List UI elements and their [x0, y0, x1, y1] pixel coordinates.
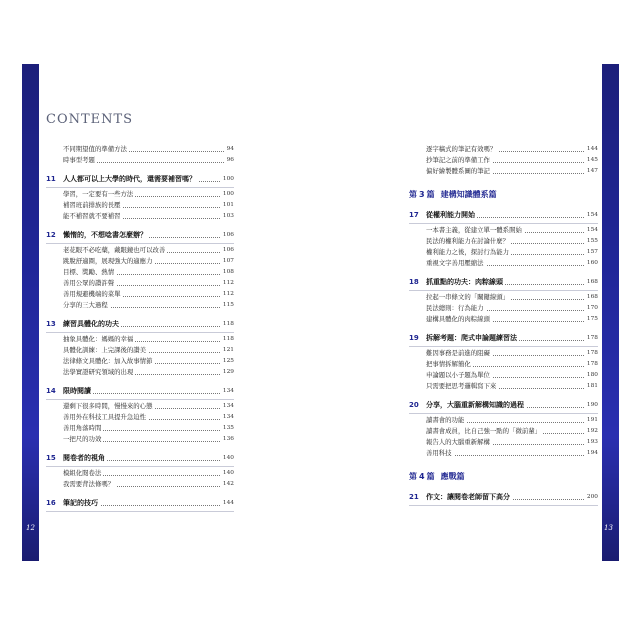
chapter-heading[interactable] — [409, 276, 598, 289]
toc-entry-page: 155 — [585, 236, 598, 247]
chapter-title: 分享，大腦重新解構知識的過程 — [426, 399, 526, 412]
toc-entry[interactable] — [46, 401, 234, 412]
chapter-heading[interactable] — [409, 491, 598, 504]
part-unit: 篇 — [426, 472, 435, 481]
toc-entry-title: 重視文字善用壓縮法 — [426, 259, 484, 267]
toc-entry[interactable] — [46, 412, 234, 423]
toc-entry[interactable] — [46, 278, 234, 289]
toc-entry[interactable] — [409, 144, 598, 155]
toc-entry[interactable] — [46, 211, 234, 222]
chapter-number: 14 — [46, 387, 56, 395]
toc-entry[interactable] — [46, 434, 234, 445]
toc-entry[interactable] — [409, 303, 598, 314]
toc-entry[interactable] — [409, 437, 598, 448]
toc-entry-title: 具體化訓練：上完課後的讚美 — [63, 346, 147, 354]
toc-entry-page: 178 — [585, 348, 598, 359]
chapter-number: 15 — [46, 454, 56, 462]
toc-entry-title: 我需要背法條嗎？ — [63, 480, 115, 488]
contents-title: CONTENTS — [46, 112, 134, 127]
toc-entry-title: 善用科技 — [426, 449, 452, 457]
toc-entry-title: 目標、獎勵、熱情 — [63, 268, 115, 276]
toc-entry[interactable] — [46, 423, 234, 434]
chapter-title: 閱卷者的視角 — [63, 452, 107, 465]
toc-entry-title: 讀書會的功能 — [426, 416, 465, 424]
toc-entry-page: 192 — [585, 426, 598, 437]
chapter-heading[interactable] — [46, 497, 234, 510]
toc-entry-title: 學習，一定要有一些方法 — [63, 190, 134, 198]
toc-entry-page: 136 — [221, 434, 234, 445]
part-heading — [409, 187, 598, 202]
toc-entry-page: 135 — [221, 423, 234, 434]
chapter-page: 168 — [585, 276, 598, 289]
toc-entry-title: 跳脫舒適圈，展現強大的適應力 — [63, 257, 153, 265]
toc-entry[interactable] — [46, 345, 234, 356]
toc-entry[interactable] — [409, 415, 598, 426]
toc-entry[interactable] — [46, 267, 234, 278]
toc-entry-page: 108 — [221, 267, 234, 278]
toc-entry-page: 101 — [221, 200, 234, 211]
toc-entry-page: 129 — [221, 367, 234, 378]
toc-entry[interactable] — [409, 225, 598, 236]
toc-entry-page: 115 — [221, 300, 234, 311]
right-page-number: 13 — [604, 524, 613, 532]
toc-entry-page: 180 — [585, 370, 598, 381]
chapter-number: 17 — [409, 211, 419, 219]
toc-entry[interactable] — [409, 448, 598, 459]
toc-entry-title: 分享的三大過程 — [63, 301, 108, 309]
toc-entry-title: 能不補習就不要補習 — [63, 212, 121, 220]
toc-entry[interactable] — [409, 359, 598, 370]
toc-entry-title: 偏好繪製體系圖的筆記 — [426, 167, 490, 175]
toc-entry-title: 拉起一串條文的「關鍵線頭」 — [426, 293, 510, 301]
toc-entry-page: 178 — [585, 359, 598, 370]
chapter-title: 人人都可以上大學的時代，還需要補習嗎？ — [63, 173, 198, 186]
toc-entry-page: 157 — [585, 247, 598, 258]
toc-entry[interactable] — [46, 367, 234, 378]
part-unit: 篇 — [426, 190, 435, 199]
chapter-title: 懶惰的，不想唸書怎麼辦？ — [63, 229, 149, 242]
toc-entry-title: 一本書主義，從建立單一體系開始 — [426, 226, 522, 234]
chapter-title: 練習具體化的功夫 — [63, 318, 121, 331]
chapter-number: 13 — [46, 320, 56, 328]
toc-entry-title: 逐字稿式的筆記有效嗎？ — [426, 145, 497, 153]
part-label: 第 — [409, 472, 417, 481]
toc-entry[interactable] — [409, 166, 598, 177]
toc-entry-page: 134 — [221, 401, 234, 412]
toc-entry-page: 145 — [585, 155, 598, 166]
toc-entry-page: 168 — [585, 292, 598, 303]
toc-entry[interactable] — [409, 426, 598, 437]
toc-entry-title: 把事情拆解簡化 — [426, 360, 471, 368]
toc-entry-title: 建構具體化的肉粽線頭 — [426, 315, 490, 323]
toc-entry[interactable] — [46, 144, 234, 155]
chapter-page: 200 — [585, 491, 598, 504]
chapter-title: 拆解考題：爬式申論題練習法 — [426, 332, 519, 345]
toc-entry-title: 善用角落時間 — [63, 424, 102, 432]
chapter-heading[interactable] — [46, 385, 234, 398]
toc-entry-title: 申論題以小子題為單位 — [426, 371, 490, 379]
chapter-page: 134 — [221, 385, 234, 398]
toc-entry-page: 106 — [221, 245, 234, 256]
toc-entry[interactable] — [409, 348, 598, 359]
chapter-number: 18 — [409, 278, 419, 286]
chapter-page: 190 — [585, 399, 598, 412]
toc-entry[interactable] — [46, 155, 234, 166]
chapter-number: 12 — [46, 231, 56, 239]
toc-entry[interactable] — [46, 256, 234, 267]
toc-entry[interactable] — [409, 247, 598, 258]
toc-entry-title: 法律條文具體化：加入故事情節 — [63, 357, 153, 365]
toc-entry-page: 112 — [221, 278, 234, 289]
chapter-page: 154 — [585, 209, 598, 222]
toc-entry-page: 170 — [585, 303, 598, 314]
chapter-page: 144 — [221, 497, 234, 510]
toc-left-column — [46, 144, 234, 513]
toc-entry[interactable] — [409, 155, 598, 166]
toc-entry-title: 報告人的大腦重新解構 — [426, 438, 490, 446]
chapter-heading[interactable] — [46, 229, 234, 242]
chapter-page: 178 — [585, 332, 598, 345]
chapter-heading[interactable] — [46, 173, 234, 186]
toc-entry[interactable] — [409, 236, 598, 247]
toc-entry-title: 法學實證研究領域的出現 — [63, 368, 134, 376]
toc-entry-title: 善用規避機端的菜單 — [63, 290, 121, 298]
part-label: 第 — [409, 190, 417, 199]
toc-entry-page: 154 — [585, 225, 598, 236]
toc-entry-title: 模組化閱卷法 — [63, 469, 102, 477]
part-title: 應戰篇 — [440, 472, 465, 481]
toc-entry-page: 96 — [225, 155, 234, 166]
toc-entry[interactable] — [409, 370, 598, 381]
toc-entry-page: 100 — [221, 189, 234, 200]
toc-entry[interactable] — [46, 300, 234, 311]
toc-entry-page: 103 — [221, 211, 234, 222]
toc-entry[interactable] — [46, 479, 234, 490]
toc-entry[interactable] — [46, 468, 234, 479]
toc-entry-title: 民法總則：行為能力 — [426, 304, 484, 312]
chapter-title: 限時閱讀 — [63, 385, 93, 398]
toc-entry-page: 118 — [221, 334, 234, 345]
toc-entry-page: 125 — [221, 356, 234, 367]
chapter-number: 16 — [46, 499, 56, 507]
toc-entry-page: 140 — [221, 468, 234, 479]
toc-entry-title: 補習班前排族的長壓 — [63, 201, 121, 209]
chapter-heading[interactable] — [46, 318, 234, 331]
part-heading — [409, 469, 598, 484]
part-title: 建構知識體系篇 — [440, 190, 497, 199]
toc-entry-title: 不同期望值的準備方法 — [63, 145, 127, 153]
toc-entry[interactable] — [409, 314, 598, 325]
toc-entry[interactable] — [46, 245, 234, 256]
chapter-title: 抓重點的功夫：肉粽線頭 — [426, 276, 505, 289]
toc-entry[interactable] — [409, 381, 598, 392]
chapter-title: 作文：讓閱卷老師留下高分 — [426, 491, 512, 504]
chapter-page: 118 — [221, 318, 234, 331]
chapter-page: 106 — [221, 229, 234, 242]
chapter-number: 11 — [46, 175, 56, 183]
toc-entry-title: 抽象具體化：媽媽的幸福 — [63, 335, 134, 343]
toc-entry-page: 194 — [585, 448, 598, 459]
toc-entry-title: 民法的權利能力在討論什麼？ — [426, 237, 510, 245]
toc-entry[interactable] — [46, 356, 234, 367]
toc-entry-title: 老花眼不必吃藥，戴眼鏡也可以改善 — [63, 246, 166, 254]
toc-entry-page: 142 — [221, 479, 234, 490]
part-number: 4 — [419, 472, 425, 481]
toc-entry[interactable] — [46, 334, 234, 345]
chapter-title: 筆記的技巧 — [63, 497, 100, 510]
toc-entry-title: 難因事務是前進的阻礙 — [426, 349, 490, 357]
toc-entry-page: 193 — [585, 437, 598, 448]
toc-entry-title: 一把尺的功效 — [63, 435, 102, 443]
chapter-heading[interactable] — [46, 452, 234, 465]
left-margin-band — [22, 64, 39, 561]
toc-entry-page: 191 — [585, 415, 598, 426]
chapter-heading[interactable] — [409, 332, 598, 345]
toc-entry-title: 善用公眾的讚許聲 — [63, 279, 115, 287]
toc-entry-title: 時事型考題 — [63, 156, 95, 164]
toc-entry-page: 134 — [221, 412, 234, 423]
chapter-number: 19 — [409, 334, 419, 342]
toc-entry-title: 權利能力之後，探討行為能力 — [426, 248, 510, 256]
toc-entry-page: 147 — [585, 166, 598, 177]
left-page-number: 12 — [26, 524, 35, 532]
chapter-heading[interactable] — [409, 209, 598, 222]
part-number: 3 — [419, 190, 425, 199]
toc-entry-page: 144 — [585, 144, 598, 155]
toc-right-column — [409, 144, 598, 507]
toc-entry-page: 175 — [585, 314, 598, 325]
toc-entry[interactable] — [409, 258, 598, 269]
toc-entry-page: 121 — [221, 345, 234, 356]
toc-entry[interactable] — [46, 189, 234, 200]
chapter-heading[interactable] — [409, 399, 598, 412]
toc-entry-title: 還剩下很多時間，慢慢來的心態 — [63, 402, 153, 410]
toc-entry[interactable] — [409, 292, 598, 303]
chapter-page: 100 — [221, 173, 234, 186]
chapter-number: 21 — [409, 493, 419, 501]
toc-entry-page: 94 — [225, 144, 234, 155]
toc-entry[interactable] — [46, 289, 234, 300]
chapter-title: 從權利能力開始 — [426, 209, 477, 222]
toc-entry-title: 只需要把思考邏輯寫下來 — [426, 382, 497, 390]
chapter-page: 140 — [221, 452, 234, 465]
toc-entry-page: 160 — [585, 258, 598, 269]
toc-entry-title: 善用外在科技工具提升急迫性 — [63, 413, 147, 421]
toc-entry-page: 181 — [585, 381, 598, 392]
toc-entry-title: 讀書會成員，比自己強一點的「微前輩」 — [426, 427, 542, 435]
right-margin-band — [602, 64, 619, 561]
toc-entry[interactable] — [46, 200, 234, 211]
toc-entry-page: 107 — [221, 256, 234, 267]
toc-entry-title: 抄筆記之前的準備工作 — [426, 156, 490, 164]
chapter-number: 20 — [409, 401, 419, 409]
toc-entry-page: 112 — [221, 289, 234, 300]
